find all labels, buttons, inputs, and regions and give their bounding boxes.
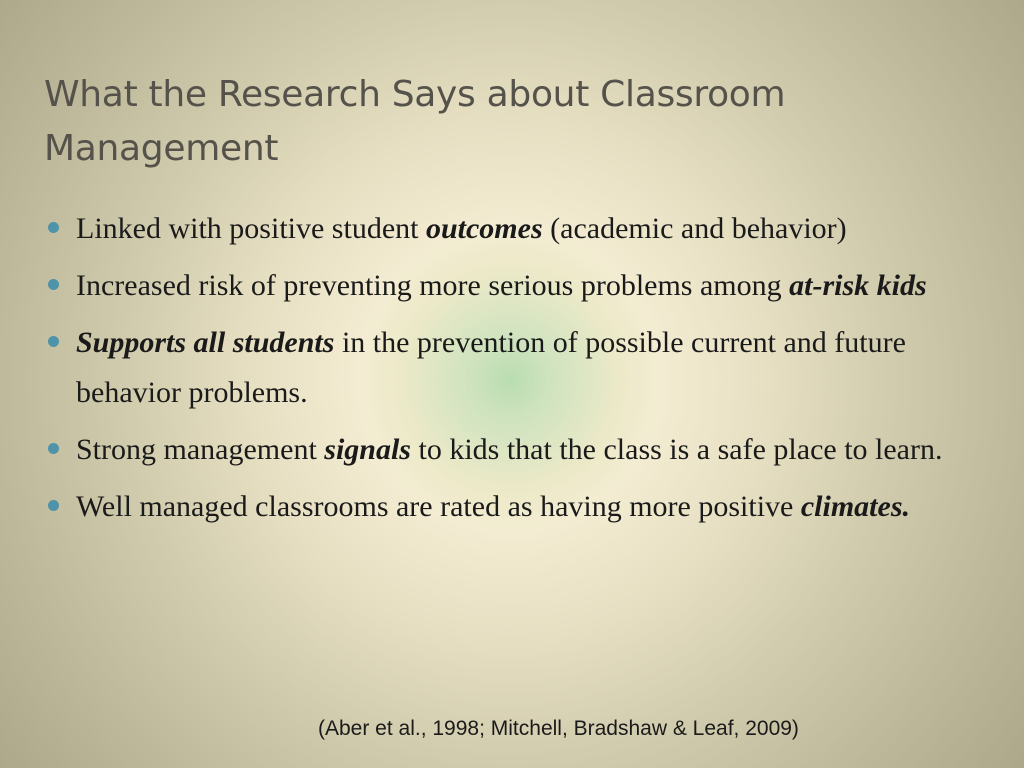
citation: (Aber et al., 1998; Mitchell, Bradshaw & Leaf, 2009): [318, 717, 799, 740]
bullet-dot-icon: [48, 500, 59, 511]
bullet-emphasis: signals: [324, 433, 411, 466]
bullet-text: Strong management: [76, 433, 325, 466]
bullet-item: [48, 318, 948, 418]
bullet-dot-icon: [48, 336, 59, 347]
bullet-text: to kids that the class is a safe place to learn.: [411, 433, 943, 466]
bullet-emphasis: Supports all students: [76, 326, 335, 359]
bullet-text: Increased risk of preventing more serious problems among: [76, 269, 790, 302]
bullet-item: [48, 482, 948, 532]
bullet-item: [48, 425, 948, 475]
bullet-dot-icon: [48, 443, 59, 454]
bullet-text: Well managed classrooms are rated as having more positive: [76, 490, 801, 523]
bullet-item: [48, 204, 948, 254]
bullet-text: (academic and behavior): [542, 212, 847, 245]
bullet-emphasis: at-risk kids: [789, 269, 927, 302]
slide-title: What the Research Says about Classroom Management: [44, 74, 786, 169]
bullet-list: [48, 204, 948, 539]
bullet-emphasis: climates.: [800, 490, 911, 523]
bullet-item: [48, 261, 948, 311]
bullet-dot-icon: [48, 279, 59, 290]
bullet-dot-icon: [48, 222, 59, 233]
bullet-text: Linked with positive student: [76, 212, 426, 245]
bullet-text: in the prevention of possible current and future behavior problems.: [76, 326, 906, 409]
bullet-emphasis: outcomes: [425, 212, 543, 245]
